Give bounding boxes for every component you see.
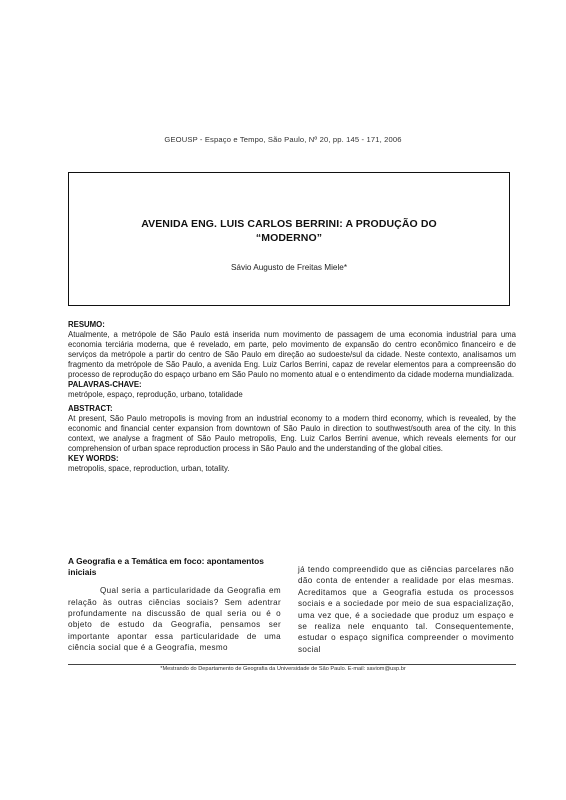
footnote: *Mestrando do Departamento de Geografia da Universidade de São Paulo. E-mail: saviom@usp.br (160, 666, 406, 672)
key-words-text: metropolis, space, reproduction, urban, totality. (68, 464, 230, 473)
left-column-paragraph: Qual seria a particularidade da Geografia em relação às outras ciências sociais? Sem adentrar profundamente na discussão de qual seria ou é o objeto de estudo da Geografia, pensamos ser importante apontar essa particularidade de uma ciência social que é a Geografia, mesmo (68, 586, 281, 653)
abstract-block (68, 320, 516, 474)
palavras-chave-label: PALAVRAS-CHAVE: (68, 380, 142, 389)
key-words-label: KEY WORDS: (68, 454, 119, 463)
column-left (68, 556, 281, 654)
resumo-text: Atualmente, a metrópole de São Paulo está inserida num movimento de passagem de uma economia industrial para uma economia terciária moderna, que é revelado, em parte, pelo movimento de expansão do centro econômico financeiro e de serviços da metrópole a partir do centro de São Paulo em direção ao sudoeste/sul da cidade. Neste contexto, analisamos um fragmento da metrópole de São Paulo, a avenida Eng. Luiz Carlos Berrini, capaz de revelar elementos para a compreensão do processo de reprodução do espaço urbano em São Paulo no momento atual e o entendimento da cidade moderna mundializada. (68, 330, 516, 379)
column-right (298, 564, 514, 655)
journal-header: GEOUSP - Espaço e Tempo, São Paulo, Nº 20, pp. 145 - 171, 2006 (164, 135, 402, 144)
title-line-1: AVENIDA ENG. LUIS CARLOS BERRINI: A PRODUÇÃO DO (141, 218, 437, 230)
author-name: Sávio Augusto de Freitas Miele* (230, 263, 348, 272)
title-box (68, 172, 510, 306)
right-column-paragraph: já tendo compreendido que as ciências parcelares não dão conta de entender a realidade por elas mesmas. Acreditamos que a Geografia estuda os processos sociais e a sociedade por meio de sua espacialização, uma vez que, é a sociedade que produz um espaço e se realiza nele enquanto tal. Consequentemente, estudar o espaço significa compreender o movimento social (298, 565, 514, 654)
footnote-rule (68, 664, 516, 665)
article-title (69, 217, 509, 245)
palavras-chave-text: metrópole, espaço, reprodução, urbano, totalidade (68, 390, 243, 399)
resumo-label: RESUMO: (68, 320, 105, 329)
abstract-label: ABSTRACT: (68, 404, 113, 413)
abstract-text: At present, São Paulo metropolis is moving from an industrial economy to a modern third economy, which is revealed, by the economic and financial center expansion from downtown of São Paulo in direction to southwest/south area of the city. In this context, we analyse a fragment of São Paulo metropolis, Eng. Luiz Carlos Berrini avenue, which reveals elements for our comprehension of urban space reproduction process in São Paulo and the understanding of the global cities. (68, 414, 516, 453)
title-line-2: “MODERNO” (255, 232, 323, 244)
section-heading: A Geografia e a Temática em foco: apontamentos iniciais (68, 556, 264, 577)
